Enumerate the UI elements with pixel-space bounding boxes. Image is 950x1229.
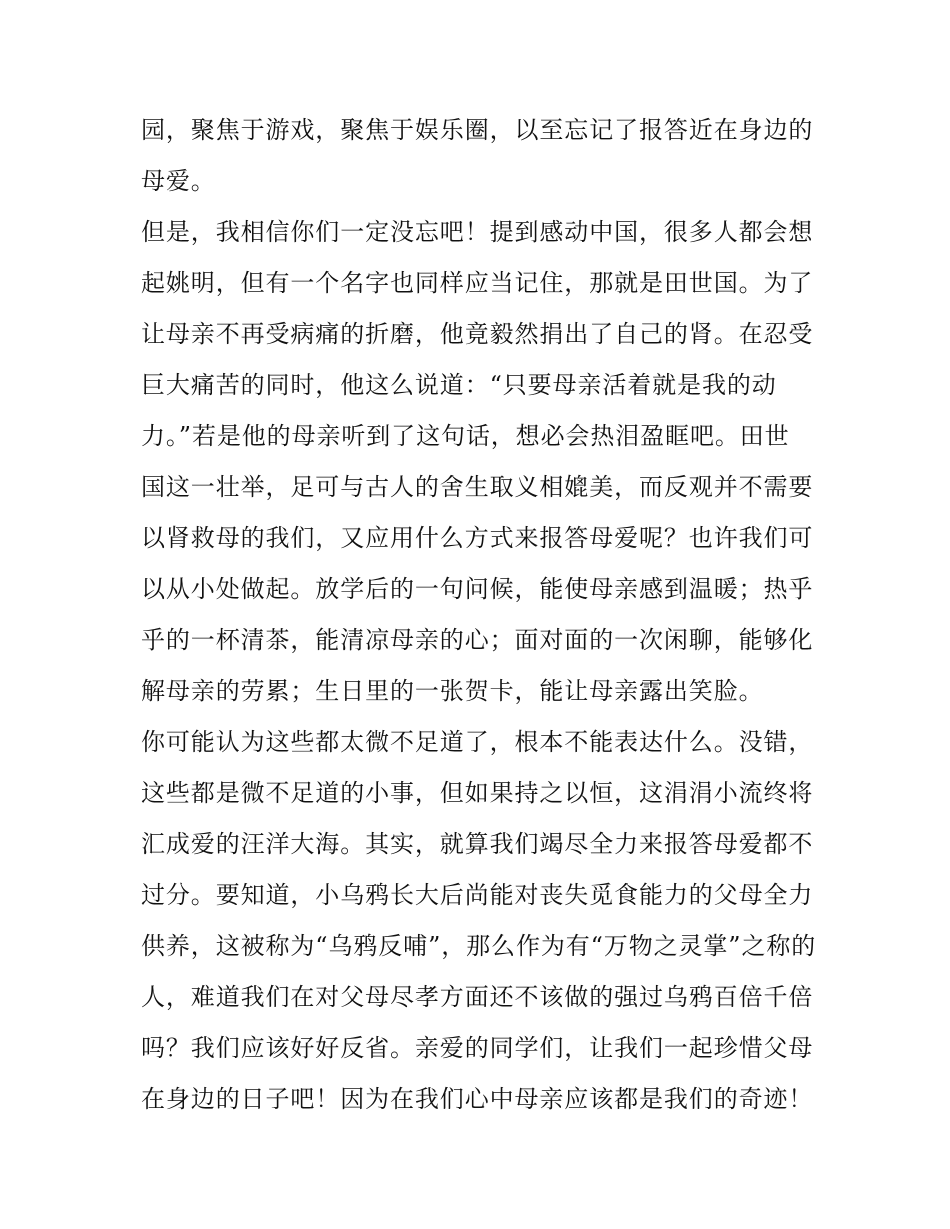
text-line: 汇成爱的汪洋大海。其实，就算我们竭尽全力来报答母爱都不 <box>141 830 814 858</box>
text-line: 解母亲的劳累；生日里的一张贺卡，能让母亲露出笑脸。 <box>141 677 764 705</box>
text-line: 巨大痛苦的同时，他这么说道：“只要母亲活着就是我的动 <box>141 371 777 399</box>
text-line: 园，聚焦于游戏，聚焦于娱乐圈，以至忘记了报答近在身边的 <box>141 116 814 144</box>
text-line: 以从小处做起。放学后的一句问候，能使母亲感到温暖；热乎 <box>141 575 814 603</box>
text-line: 让母亲不再受病痛的折磨，他竟毅然捐出了自己的肾。在忍受 <box>141 320 814 348</box>
text-line: 供养，这被称为“乌鸦反哺”，那么作为有“万物之灵掌”之称的 <box>141 932 817 960</box>
text-line: 人，难道我们在对父母尽孝方面还不该做的强过乌鸦百倍千倍 <box>141 983 814 1011</box>
text-line: 你可能认为这些都太微不足道了，根本不能表达什么。没错， <box>141 728 814 756</box>
text-line: 国这一壮举，足可与古人的舍生取义相媲美，而反观并不需要 <box>141 473 814 501</box>
text-line: 但是，我相信你们一定没忘吧！提到感动中国，很多人都会想 <box>141 218 814 246</box>
text-line: 吗？我们应该好好反省。亲爱的同学们，让我们一起珍惜父母 <box>141 1034 814 1062</box>
text-line: 起姚明，但有一个名字也同样应当记住，那就是田世国。为了 <box>141 269 814 297</box>
text-line: 在身边的日子吧！因为在我们心中母亲应该都是我们的奇迹！ <box>141 1085 814 1113</box>
text-line: 过分。要知道，小乌鸦长大后尚能对丧失觅食能力的父母全力 <box>141 881 814 909</box>
text-line: 力。”若是他的母亲听到了这句话，想必会热泪盈眶吧。田世 <box>141 422 790 450</box>
text-line: 乎的一杯清茶，能清凉母亲的心；面对面的一次闲聊，能够化 <box>141 626 814 654</box>
text-line: 以肾救母的我们，又应用什么方式来报答母爱呢？也许我们可 <box>141 524 814 552</box>
text-line: 这些都是微不足道的小事，但如果持之以恒，这涓涓小流终将 <box>141 779 814 807</box>
text-line: 母爱。 <box>141 167 216 195</box>
body-text <box>141 105 821 1125</box>
